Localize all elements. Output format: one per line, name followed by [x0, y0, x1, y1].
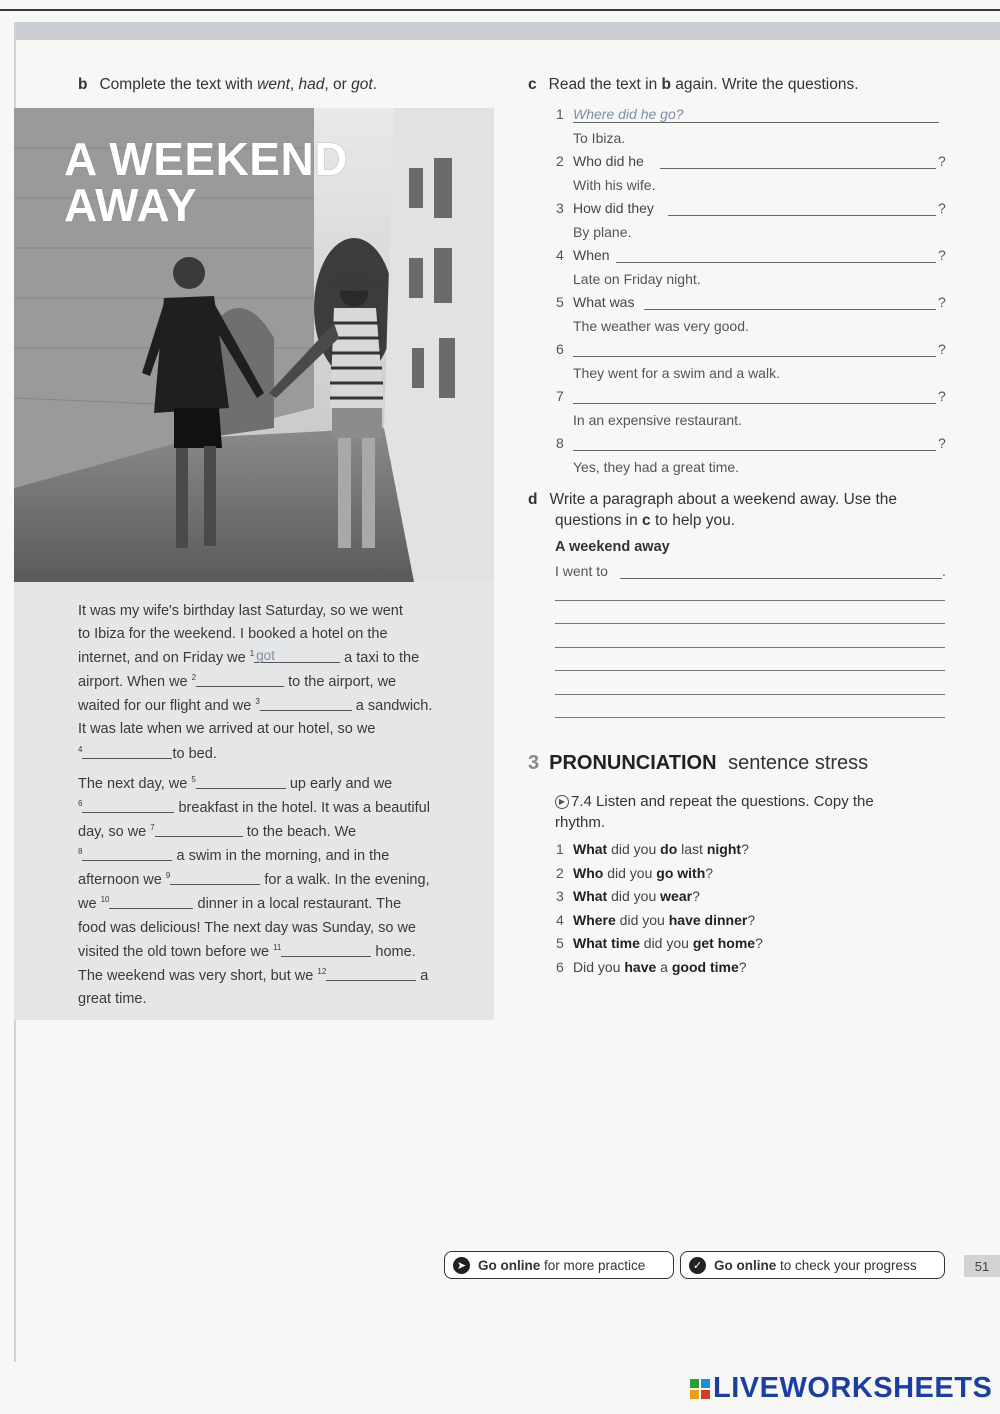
question-1-line[interactable] — [573, 122, 939, 123]
pronunciation-item-2: Who did you go with? — [573, 864, 714, 881]
question-6-input[interactable] — [573, 356, 936, 357]
pronunciation-item-number: 6 — [556, 959, 564, 975]
gap-1-example-answer: got — [256, 648, 275, 664]
writing-starter: I went to — [555, 563, 608, 579]
gap-8-input[interactable] — [82, 845, 172, 861]
go-online-progress-button[interactable]: ✓ Go online to check your progress — [680, 1251, 945, 1279]
story-paragraph-1: It was my wife's birthday last Saturday, so we went to Ibiza for the weekend. I booked a hotel on the internet, and on Friday we $^1$ got a taxi to the airport. When we $^2$ to the airport, we waited for our flight and we $^3$ a sandwich. It was late when we arrived at our hotel, so we $^4$ to bed. — [78, 603, 433, 762]
pronunciation-item-4: Where did you have dinner? — [573, 911, 756, 928]
pronunciation-item-5: What time did you get home? — [573, 935, 763, 952]
exercise-b-letter: b — [78, 76, 88, 93]
gap-1-input[interactable] — [254, 647, 340, 663]
question-3-input[interactable] — [668, 215, 936, 216]
go-online-practice-button[interactable]: ➤ Go online for more practice — [444, 1251, 674, 1279]
pronunciation-item-number: 1 — [556, 841, 564, 857]
question-number: 1 — [556, 106, 564, 122]
pronunciation-item-1: What did you do last night? — [573, 841, 749, 857]
liveworksheets-logo[interactable]: LIVEWORKSHEETS — [690, 1372, 992, 1405]
pronunciation-instruction: ▶ 7.4 Listen and repeat the questions. Copy the rhythm. — [555, 793, 874, 831]
pronunciation-item-number: 4 — [556, 911, 564, 928]
exercise-c-instruction: c Read the text in b again. Write the questions. — [528, 76, 859, 93]
pronunciation-heading: 3 PRONUNCIATION sentence stress — [528, 752, 869, 774]
writing-line-4[interactable] — [555, 647, 945, 648]
gap-4-input[interactable] — [82, 743, 172, 759]
gap-7-input[interactable] — [155, 821, 243, 837]
question-4-input[interactable] — [616, 262, 936, 263]
gap-2-input[interactable] — [196, 671, 284, 687]
gap-3-input[interactable] — [260, 695, 352, 711]
writing-line-7[interactable] — [555, 717, 945, 718]
writing-line-6[interactable] — [555, 694, 945, 695]
photo-title: A WEEKEND AWAY — [64, 133, 348, 231]
story-paragraph-2: The next day, we $^5$ up early and we $^6$ breakfast in the hotel. It was a beautiful day, so we $^7$ to the beach. We $^8$ a swim in the morning, and in the afternoon we $^9$ for a walk. In the evening, we $^{10}$ dinner in a local restaurant. The food was delicious! The next day was Sunday, so we visited the old town before we $^{11}$ home. The weekend was very short, but we $^{12}$ a great time. — [78, 772, 488, 1011]
gap-10-input[interactable] — [109, 893, 193, 909]
pronunciation-item-number: 2 — [556, 864, 564, 881]
writing-line-3[interactable] — [555, 623, 945, 624]
cursor-icon: ➤ — [453, 1257, 470, 1274]
question-8-input[interactable] — [573, 450, 936, 451]
writing-subtitle: A weekend away — [555, 539, 670, 555]
gap-12-input[interactable] — [326, 965, 416, 981]
pronunciation-item-6: Did you have a good time? — [573, 959, 747, 975]
page-header-band — [14, 22, 1000, 40]
writing-line-2[interactable] — [555, 600, 945, 601]
pronunciation-item-number: 5 — [556, 935, 564, 952]
writing-line-1[interactable] — [620, 578, 942, 579]
gap-11-input[interactable] — [281, 941, 371, 957]
question-2-input[interactable] — [660, 168, 936, 169]
audio-icon[interactable]: ▶ — [555, 795, 569, 809]
page-number: 51 — [964, 1255, 1000, 1277]
exercise-d-instruction: d Write a paragraph about a weekend away. Use the questions in c to help you. — [528, 491, 897, 529]
audio-track-number: 7.4 — [571, 793, 592, 810]
check-icon: ✓ — [689, 1257, 706, 1274]
gap-9-input[interactable] — [170, 869, 260, 885]
question-7-input[interactable] — [573, 403, 936, 404]
pronunciation-item-number: 3 — [556, 888, 564, 905]
exercise-b-instruction: b Complete the text with went, had, or got. — [78, 76, 377, 93]
liveworksheets-logo-icon — [690, 1379, 710, 1399]
writing-line-5[interactable] — [555, 670, 945, 671]
page-top-rule — [0, 9, 1000, 11]
question-1-example: Where did he go? — [573, 106, 684, 122]
answer-1: To Ibiza. — [573, 130, 626, 146]
question-5-input[interactable] — [644, 309, 936, 310]
gap-6-input[interactable] — [82, 797, 174, 813]
gap-5-input[interactable] — [196, 773, 286, 789]
pronunciation-item-3: What did you wear? — [573, 888, 700, 905]
